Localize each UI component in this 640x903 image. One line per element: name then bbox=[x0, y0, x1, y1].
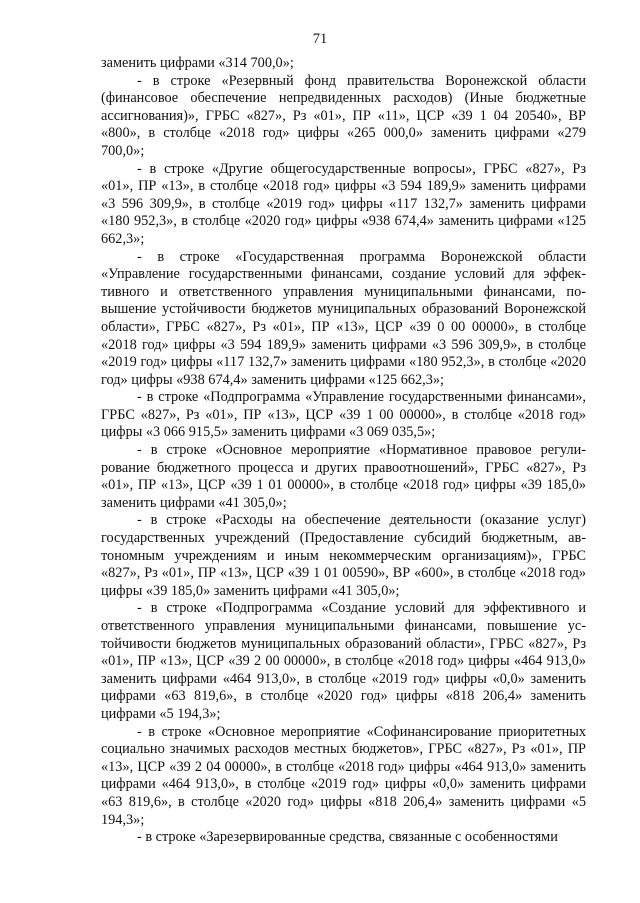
paragraph: - в строке «Подпрограмма «Управление государственными финансами», ГРБС «827», Рз «01», ПР «13», ЦСР «39 1 00 00000», в столбце «2018 год» цифры «3 066 915,5» заменить цифрами «3 069 035,5»; bbox=[101, 389, 586, 441]
paragraph: - в строке «Расходы на обеспечение деятельности (оказание услуг) государственных учреждений (Предоставление субсидий бюджетным, автономным учреждениям и иным некоммерческим организациям)», ГРБС «827», Рз «01», ПР «13», ЦСР «39 1 01 00590», ВР «600», в столбце «2018 год» цифры «39 185,0» заменить цифрами «41 305,0»; bbox=[101, 512, 586, 599]
paragraph: - в строке «Зарезервированные средства, связанные с особенностями bbox=[137, 829, 558, 846]
paragraph: - в строке «Резервный фонд правительства Воронежской области (финансовое обеспечение непредвиденных расходов) (Иные бюджетные ассигнования)», ГРБС «827», Рз «01», ПР «11», ЦСР «39 1 04 20540», ВР «800», в столбце «2018 год» цифры «265 000,0» заменить цифрами «279 700,0»; bbox=[101, 72, 586, 159]
paragraph: - в строке «Другие общегосударственные вопросы», ГРБС «827», Рз «01», ПР «13», в столбце «2018 год» цифры «3 594 189,9» заменить цифрами «3 596 309,9», в столбце «2019 год» цифры «117 132,7» заменить цифрами «180 952,3», в столбце «2020 год» цифры «938 674,4» заменить цифрами «125 662,3»; bbox=[101, 160, 586, 247]
paragraph: - в строке «Основное мероприятие «Софинансирование приоритетных социально значимых расходов местных бюджетов», ГРБС «827», Рз «01», ПР «13», ЦСР «39 2 04 00000», в столбце «2018 год» цифры «464 913,0» заменить цифрами «464 913,0», в столбце «2019 год» цифры «0,0» заменить цифрами «63 819,6», в столбце «2020 год» цифры «818 206,4» заменить цифрами «5 194,3»; bbox=[101, 723, 586, 828]
paragraph: - в строке «Подпрограмма «Создание условий для эффективного и ответственного управления муниципальными финансами, повышение устойчивости бюджетов муниципальных образований области», ГРБС «827», Рз «01», ПР «13», ЦСР «39 2 00 00000», в столбце «2018 год» цифры «464 913,0» заменить цифрами «464 913,0», в столбце «2019 год» цифры «0,0» заменить цифрами «63 819,6», в столбце «2020 год» цифры «818 206,4» заменить цифрами «5 194,3»; bbox=[101, 600, 586, 722]
paragraph: заменить цифрами «314 700,0»; bbox=[101, 55, 294, 71]
paragraph: - в строке «Государственная программа Воронежской области «Управление государственными финансами, создание условий для эффективного и ответственного управления муниципальными финансами, повышение устойчивости бюджетов муниципальных образований Воронежской области», ГРБС «827», Рз «01», ПР «13», ЦСР «39 0 00 00000», в столбце «2018 год» цифры «3 594 189,9» заменить цифрами «3 596 309,9», в столбце «2019 год» цифры «117 132,7» заменить цифрами «180 952,3», в столбце «2020 год» цифры «938 674,4» заменить цифрами «125 662,3»; bbox=[101, 248, 586, 388]
page-number: 71 bbox=[312, 31, 328, 47]
paragraph: - в строке «Основное мероприятие «Нормативное правовое регулирование бюджетного процесса и других правоотношений», ГРБС «827», Рз «01», ПР «13», ЦСР «39 1 01 00000», в столбце «2018 год» цифры «39 185,0» заменить цифрами «41 305,0»; bbox=[101, 442, 586, 511]
document-body bbox=[101, 55, 586, 847]
